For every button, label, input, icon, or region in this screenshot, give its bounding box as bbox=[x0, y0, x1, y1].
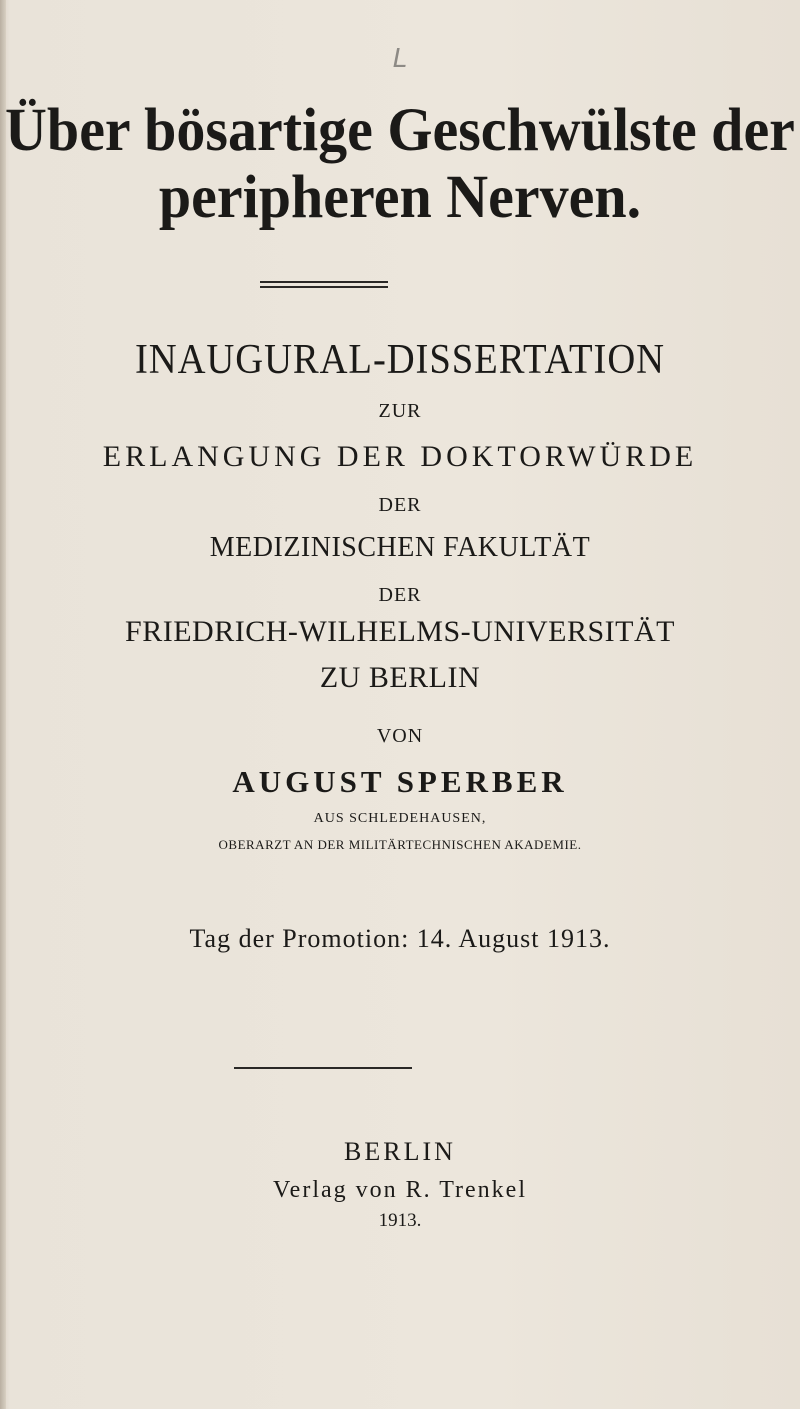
imprint-publisher: Verlag von R. Trenkel bbox=[273, 1177, 527, 1203]
imprint-year: 1913. bbox=[378, 1210, 422, 1231]
erlangung-line: ERLANGUNG DER DOKTORWÜRDE bbox=[102, 440, 698, 473]
title-line-1: Über bösartige Geschwülste der bbox=[5, 95, 795, 164]
handwritten-mark: L bbox=[392, 44, 408, 74]
location-line: ZU BERLIN bbox=[319, 661, 481, 694]
der-label-1: DER bbox=[378, 494, 422, 516]
dissertation-heading: INAUGURAL-DISSERTATION bbox=[134, 337, 666, 383]
single-rule-divider bbox=[234, 1067, 412, 1069]
double-rule-divider bbox=[260, 281, 388, 288]
promotion-date: Tag der Promotion: 14. August 1913. bbox=[189, 924, 611, 953]
imprint-city: BERLIN bbox=[344, 1137, 456, 1166]
author-title: OBERARZT AN DER MILITÄRTECHNISCHEN AKADEMIE. bbox=[218, 837, 582, 852]
zur-label: ZUR bbox=[378, 400, 422, 422]
von-label: VON bbox=[376, 725, 424, 747]
author-origin: AUS SCHLEDEHAUSEN, bbox=[313, 811, 487, 826]
title-line-2: peripheren Nerven. bbox=[158, 162, 642, 231]
author-name: AUGUST SPERBER bbox=[232, 764, 568, 799]
der-label-2: DER bbox=[378, 584, 422, 606]
faculty-line: MEDIZINISCHEN FAKULTÄT bbox=[209, 532, 591, 563]
university-line: FRIEDRICH-WILHELMS-UNIVERSITÄT bbox=[125, 615, 675, 648]
